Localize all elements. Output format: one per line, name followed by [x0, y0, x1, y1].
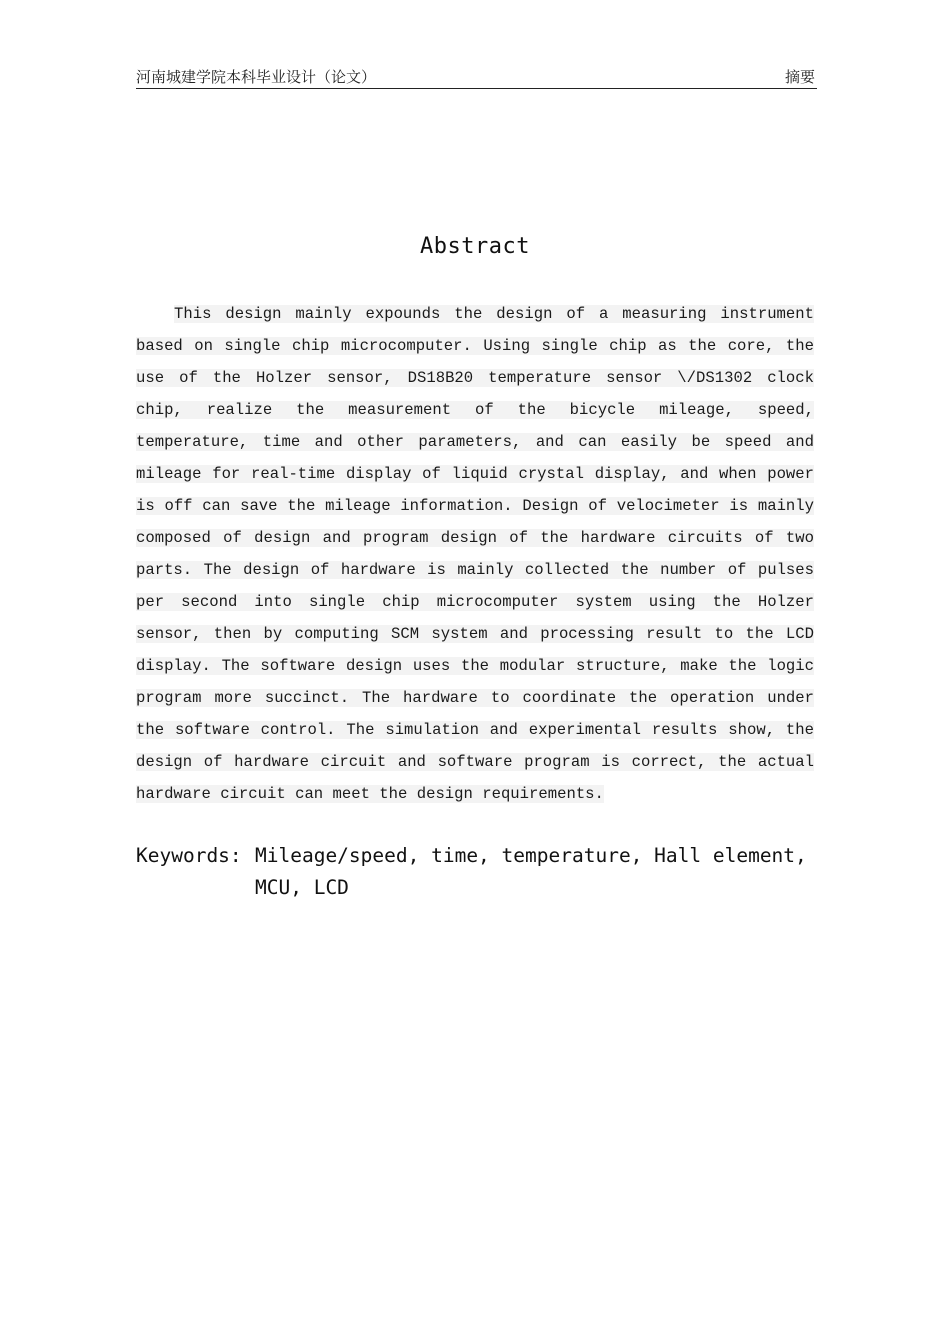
header-thesis-title: 河南城建学院本科毕业设计（论文）: [136, 68, 377, 86]
abstract-paragraph: [136, 298, 814, 810]
abstract-title: Abstract: [420, 234, 530, 259]
header-section-name: 摘要: [784, 68, 815, 86]
keywords-label: Keywords:: [136, 844, 242, 867]
keywords-values: Mileage/speed, time, temperature, Hall element, MCU, LCD: [255, 844, 807, 899]
abstract-text: This design mainly expounds the design of a measuring instrument based on single chip microcomputer. Using single chip as the core, the use of the Holzer sensor, DS18B20 temperature sensor \/DS1302 clock chip, realize the measurement of the bicycle mileage, speed, temperature, time and other parameters, and can easily be speed and mileage for real-time display of liquid crystal display, and when power is off can save the mileage information. Design of velocimeter is mainly composed of design and program design of the hardware circuits of two parts. The design of hardware is mainly collected the number of pulses per second into single chip microcomputer system using the Holzer sensor, then by computing SCM system and processing result to the LCD display. The software design uses the modular structure, make the logic program more succinct. The hardware to coordinate the operation under the software control. The simulation and experimental results show, the design of hardware circuit and software program is correct, the actual hardware circuit can meet the design requirements.: [136, 305, 814, 803]
page-header: [136, 66, 817, 89]
